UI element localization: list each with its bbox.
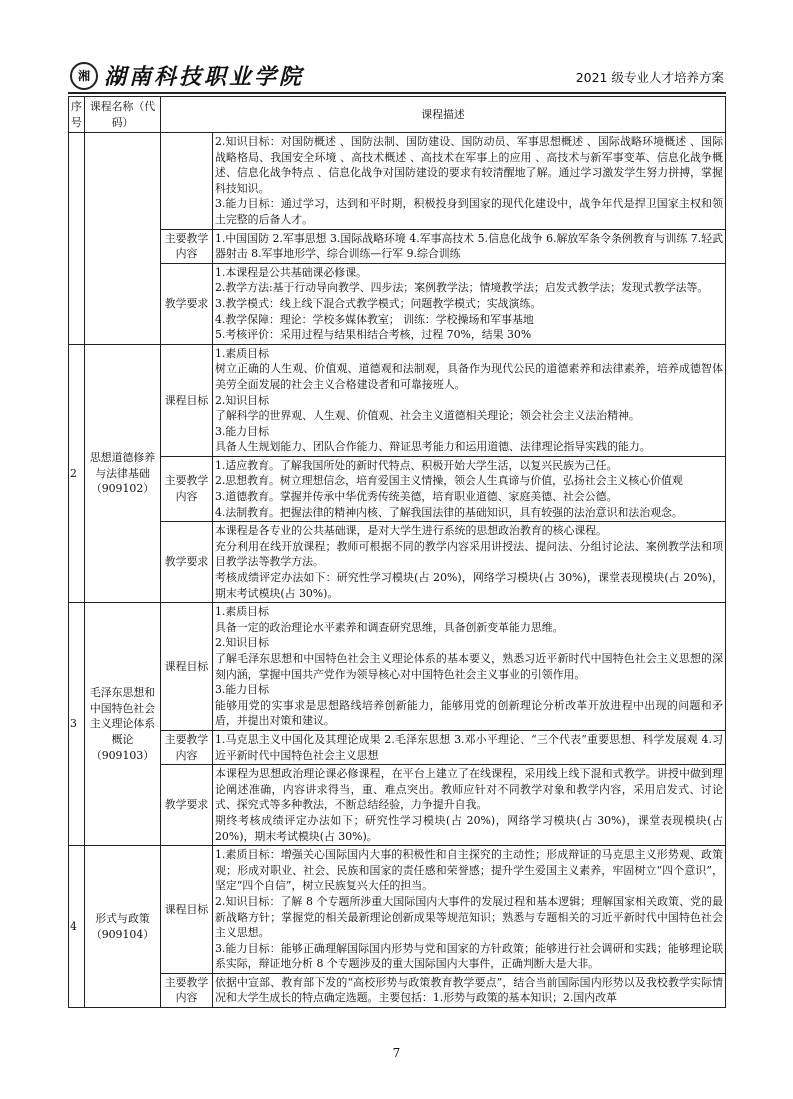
header-seq: 序号: [69, 97, 85, 133]
table-row: [69, 133, 726, 230]
row4-objectives-label: 课程目标: [161, 846, 213, 974]
row1-seq: [69, 133, 85, 345]
row2-seq: 2: [69, 344, 85, 603]
row4-seq: 4: [69, 846, 85, 1008]
row1-objectives-label: [161, 133, 213, 230]
row1-content-label: 主要教学内容: [161, 229, 213, 263]
document-title: 2021 级专业人才培养方案: [575, 70, 724, 85]
row2-content-label: 主要教学内容: [161, 456, 213, 521]
school-seal-icon: 湘: [70, 62, 98, 90]
page-number: 7: [392, 1046, 401, 1060]
row2-requirements: 本课程是各专业的公共基础课，是对大学生进行系统的思想政治教育的核心课程。 充分利用在线开放课程；教师可根据不同的教学内容采用讲授法、提问法、分组讨论法、案例教学法和项目教学法等教学方法。 考核成绩评定办法如下：研究性学习模块(占 20%)，网络学习模块(占 30%)，课堂表现模块(占 20%)，期末考试模块(占 30%)。: [213, 522, 726, 603]
row4-name: 形式与政策（909104）: [85, 846, 161, 1008]
row1-content: 1.中国国防 2.军事思想 3.国际战略环境 4.军事高技术 5.信息化战争 6.解放军条令条例教育与训练 7.轻武器射击 8.军事地形学、综合训练—行军 9.综合训练: [213, 229, 726, 263]
row2-name: 思想道德修养与法律基础（909102）: [85, 344, 161, 603]
row2-objectives: 1.素质目标 树立正确的人生观、价值观、道德观和法制观，具备作为现代公民的道德素养和法律素养，培养成德智体美劳全面发展的社会主义合格建设者和可靠接班人。 2.知识目标 了解科学的世界观、人生观、价值观、社会主义道德相关理论；领会社会主义法治精神。 3.能力目标 具备人生规划能力、团队合作能力、辩证思考能力和运用道德、法律理论指导实践的能力。: [213, 344, 726, 456]
row4-content-label: 主要教学内容: [161, 973, 213, 1007]
table-row: [69, 973, 726, 1007]
row3-seq: 3: [69, 603, 85, 846]
course-table: [68, 96, 726, 1008]
header-desc: 课程描述: [161, 97, 726, 133]
row3-content-label: 主要教学内容: [161, 730, 213, 764]
row4-objectives: 1.素质目标：增强关心国际国内大事的积极性和自主探究的主动性；形成辩证的马克思主义形势观、政策观；形成对职业、社会、民族和国家的责任感和荣誉感；提升学生爱国主义素养，牢固树立“四个意识”，坚定“四个自信”，树立民族复兴大任的担当。 2.知识目标：了解 8 个专题所涉重大国际国内大事件的发展过程和基本逻辑；理解国家相关政策、党的最新战略方针；掌握党的相关最新理论创新成果等规范知识；熟悉与专题相关的习近平新时代中国特色社会主义思想。 3.能力目标：能够正确理解国际国内形势与党和国家的方针政策；能够进行社会调研和实践；能够理论联系实际，辩证地分析 8 个专题涉及的重大国际国内大事件，正确判断大是大非。: [213, 846, 726, 974]
school-name: 湖南科技职业学院: [104, 64, 305, 90]
row3-content: 1.马克思主义中国化及其理论成果 2.毛泽东思想 3.邓小平理论、“三个代表”重要思想、科学发展观 4.习近平新时代中国特色社会主义思想: [213, 730, 726, 764]
row1-req-label: 教学要求: [161, 263, 213, 344]
table-row: [69, 765, 726, 846]
row4-content: 依据中宣部、教育部下发的“高校形势与政策教育教学要点”，结合当前国际国内形势以及我校教学实际情况和大学生成长的特点确定选题。主要包括：1.形势与政策的基本知识；2.国内改革: [213, 973, 726, 1007]
row3-req-label: 教学要求: [161, 765, 213, 846]
table-row: [69, 456, 726, 521]
row2-objectives-label: 课程目标: [161, 344, 213, 456]
table-row: [69, 229, 726, 263]
page-header: [68, 58, 726, 94]
row1-name: [85, 133, 161, 345]
table-header-row: [69, 97, 726, 133]
row1-objectives: 2.知识目标：对国防概述 、国防法制、国防建设、国防动员、军事思想概述 、国际战略环境概述 、国际战略格局、我国安全环境 、高技术概述 、高技术在军事上的应用 、高技术与新军事变革、信息化战争概述、信息化战争特点 、信息化战争对国防建设的要求有较清醒地了解。通过学习激发学生努力拼搏，掌握科技知识。 3.能力目标：通过学习，达到和平时期，积极投身到国家的现代化建设中，战争年代是捍卫国家主权和领土完整的后备人才。: [213, 133, 726, 230]
table-row: [69, 263, 726, 344]
row2-req-label: 教学要求: [161, 522, 213, 603]
row3-objectives: 1.素质目标 具备一定的政治理论水平素养和调查研究思维，具备创新变革能力思维。 2.知识目标 了解毛泽东思想和中国特色社会主义理论体系的基本要义，熟悉习近平新时代中国特色社会主义思想的深刻内涵，掌握中国共产党作为领导核心对中国特色社会主义事业的引领作用。 3.能力目标 能够用党的实事求是思想路线培养创新能力，能够用党的创新理论分析改革开放进程中出现的问题和矛盾，并提出对策和建议。: [213, 603, 726, 731]
header-course: 课程名称（代码）: [85, 97, 161, 133]
table-row: [69, 603, 726, 731]
school-logo: [70, 60, 304, 91]
table-row: [69, 730, 726, 764]
row3-requirements: 本课程为思想政治理论课必修课程，在平台上建立了在线课程，采用线上线下混和式教学。讲授中做到理论阐述准确，内容讲求得当，重、难点突出。教师应针对不同教学对象和教学内容，采用启发式、讨论式、探究式等多种教法，不断总结经验，力争提升自我。 期终考核成绩评定办法如下；研究性学习模块(占 20%)，网络学习模块(占 30%)，课堂表现模块(占 20%)，期末考试模块(占 30%)。: [213, 765, 726, 846]
row2-content: 1.适应教育。了解我国所处的新时代特点、积极开始大学生活，以复兴民族为己任。 2.思想教育。树立理想信念，培育爱国主义情操，领会人生真谛与价值，弘扬社会主义核心价值观 3.道德教育。掌握并传承中华优秀传统美德，培育职业道德、家庭美德、社会公德。 4.法制教育。把握法律的精神内核、了解我国法律的基础知识，具有较强的法治意识和法治观念。: [213, 456, 726, 521]
table-row: [69, 344, 726, 456]
row1-requirements: 1.本课程是公共基础课必修课。 2.教学方法:基于行动导向教学、四步法；案例教学法；情境教学法；启发式教学法；发现式教学法等。 3.教学模式：线上线下混合式教学模式；问题教学模式；实战演练。 4.教学保障：理论：学校多媒体教室； 训练：学校操场和军事基地 5.考核评价：采用过程与结果相结合考核，过程 70%，结果 30%: [213, 263, 726, 344]
row3-name: 毛泽东思想和中国特色社会主义理论体系概论（909103）: [85, 603, 161, 846]
table-row: [69, 522, 726, 603]
table-row: [69, 846, 726, 974]
row3-objectives-label: 课程目标: [161, 603, 213, 731]
